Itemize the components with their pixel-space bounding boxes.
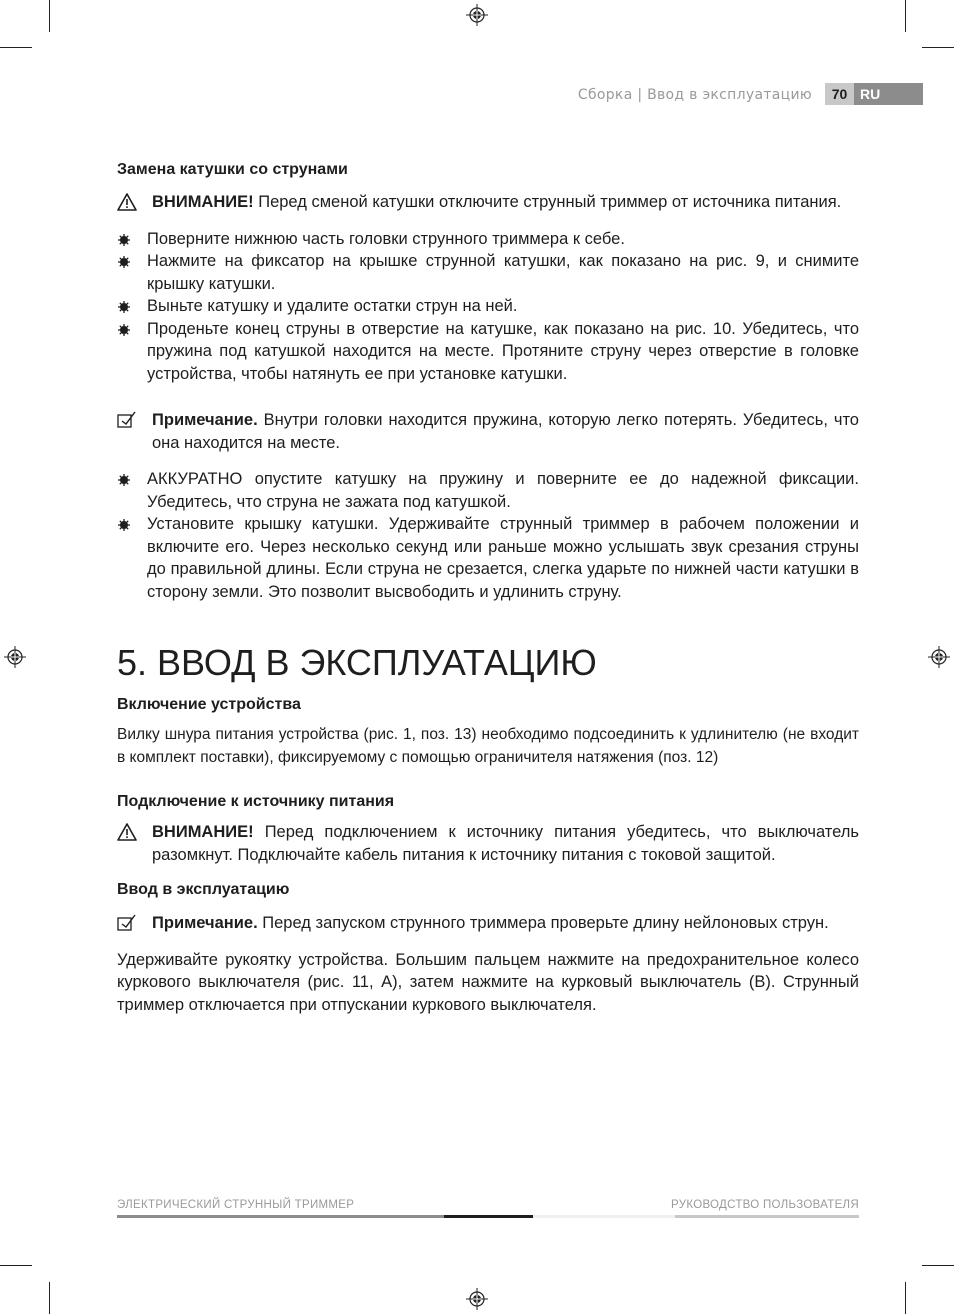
reel-note (117, 409, 859, 454)
note-label: Примечание. (152, 914, 258, 932)
crop-mark (922, 47, 954, 48)
list-item-text: АККУРАТНО опустите катушку на пружину и поверните ее до надежной фиксации. Убедитесь, что струна не зажата под катушкой. (147, 470, 859, 511)
registration-mark-icon (4, 646, 26, 668)
list-item (117, 513, 859, 603)
power-warning (117, 821, 859, 866)
crop-mark (922, 1265, 954, 1266)
page-content (117, 158, 859, 1016)
list-item (117, 318, 859, 386)
bullet-icon (118, 519, 130, 531)
operation-note (117, 912, 859, 935)
note-text: Внутри головки находится пружина, которую легко потерять. Убедитесь, что она находится на месте. (152, 411, 859, 452)
list-item-text: Проденьте конец струны в отверстие на катушке, как показано на рис. 10. Убедитесь, что пружина под катушкой находится на месте. Протяните струну через отверстие в головке устройства, чтобы натянуть ее при установке катушки. (147, 319, 859, 383)
bullet-icon (118, 234, 130, 246)
crop-mark (0, 1265, 32, 1266)
footer-manual-name: РУКОВОДСТВО ПОЛЬЗОВАТЕЛЯ (671, 1199, 859, 1211)
footer-bar-segment (533, 1215, 675, 1218)
registration-mark-icon (466, 1288, 488, 1310)
bullet-icon (118, 324, 130, 336)
registration-mark-icon (928, 646, 950, 668)
reel-steps-list (117, 228, 859, 386)
list-item-text: Установите крышку катушки. Удерживайте струнный триммер в рабочем положении и включите его. Через несколько секунд или раньше можно услышать звук срезания струны до правильной длины. Если струна не срезается, слегка ударьте по нижней части катушки в сторону земли. Это позволит высвободить и удлинить струну. (147, 515, 859, 601)
crop-mark (49, 1282, 50, 1314)
list-item-text: Поверните нижнюю часть головки струнного триммера к себе. (147, 229, 625, 248)
crop-mark (905, 1282, 906, 1314)
bullet-icon (118, 474, 130, 486)
registration-mark-icon (466, 4, 488, 26)
breadcrumb: Сборка | Ввод в эксплуатацию (577, 87, 812, 103)
reel-steps-list-2 (117, 468, 859, 603)
note-icon (117, 914, 137, 932)
switch-on-text: Вилку шнура питания устройства (рис. 1, поз. 13) необходимо подсоединить к удлинителю (не входит в комплект поставки), фиксируемому с помощью ограничителя натяжения (поз. 12) (117, 726, 859, 766)
list-item (117, 295, 859, 318)
footer-bar-segment (444, 1215, 533, 1218)
list-item (117, 228, 859, 251)
warning-text: Перед сменой катушки отключите струнный триммер от источника питания. (253, 193, 842, 211)
list-item (117, 468, 859, 513)
list-item (117, 250, 859, 295)
section-title: 5. ВВОД В ЭКСПЛУАТАЦИЮ (117, 642, 597, 683)
reel-heading: Замена катушки со струнами (117, 161, 348, 178)
crop-mark (905, 0, 906, 32)
page-indicator (825, 83, 923, 105)
reel-warning (117, 191, 859, 214)
warning-icon (117, 193, 137, 211)
warning-icon (117, 823, 137, 841)
footer-bar-segment (675, 1215, 859, 1218)
switch-on-heading: Включение устройства (117, 696, 301, 713)
crop-mark (0, 47, 32, 48)
language-code: RU (854, 83, 923, 105)
footer-bar-segment (117, 1215, 444, 1218)
warning-label: ВНИМАНИЕ! (152, 823, 254, 841)
note-icon (117, 411, 137, 429)
warning-label: ВНИМАНИЕ! (152, 193, 254, 211)
bullet-icon (118, 301, 130, 313)
operation-heading: Ввод в эксплуатацию (117, 881, 290, 898)
note-text: Перед запуском струнного триммера проверьте длину нейлоновых струн. (257, 914, 829, 932)
footer-product-name: ЭЛЕКТРИЧЕСКИЙ СТРУННЫЙ ТРИММЕР (117, 1199, 355, 1211)
note-label: Примечание. (152, 411, 258, 429)
power-heading: Подключение к источнику питания (117, 793, 395, 810)
bullet-icon (118, 256, 130, 268)
list-item-text: Выньте катушку и удалите остатки струн на ней. (147, 297, 518, 315)
list-item-text: Нажмите на фиксатор на крышке струнной катушки, как показано на рис. 9, и снимите крышку катушки. (147, 252, 859, 293)
operation-text: Удерживайте рукоятку устройства. Большим пальцем нажмите на предохранительное колесо куркового выключателя (рис. 11, A), затем нажмите на курковый выключатель (B). Струнный триммер отключается при отпускании куркового выключателя. (117, 950, 859, 1014)
crop-mark (49, 0, 50, 32)
page-number: 70 (825, 83, 854, 105)
warning-text: Перед подключением к источнику питания убедитесь, что выключатель разомкнут. Подключайте кабель питания к источнику питания с токовой защитой. (152, 823, 859, 864)
